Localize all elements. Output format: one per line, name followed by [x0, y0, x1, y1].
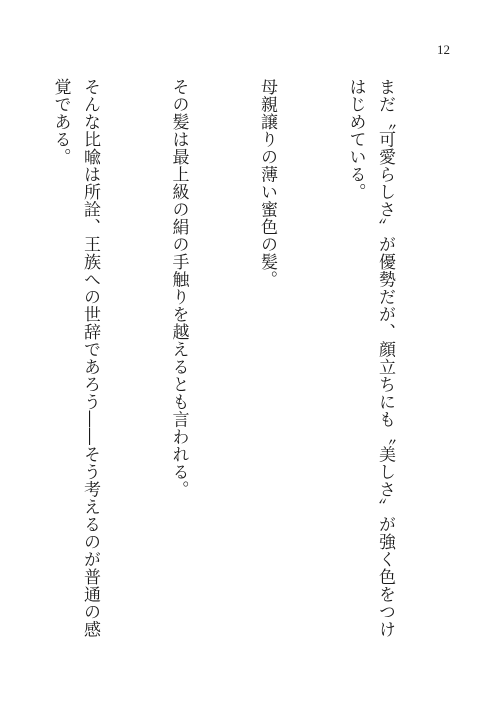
body-text	[38, 78, 458, 638]
text-line: そんな比喩は所詮、王族への世辞であろう――そう考えるのが普通の感覚である。	[50, 78, 100, 638]
page-number: 12	[437, 42, 450, 57]
text-line: 母親譲りの薄い蜜色の髪。	[257, 78, 277, 288]
text-line: まだ〝可愛らしさ〟が優勢だが、顔立ちにも〝美しさ〟が強く色をつけはじめている。	[345, 78, 395, 638]
text-line: その髪は最上級の絹の手触りを越えるとも言われる。	[168, 78, 189, 498]
